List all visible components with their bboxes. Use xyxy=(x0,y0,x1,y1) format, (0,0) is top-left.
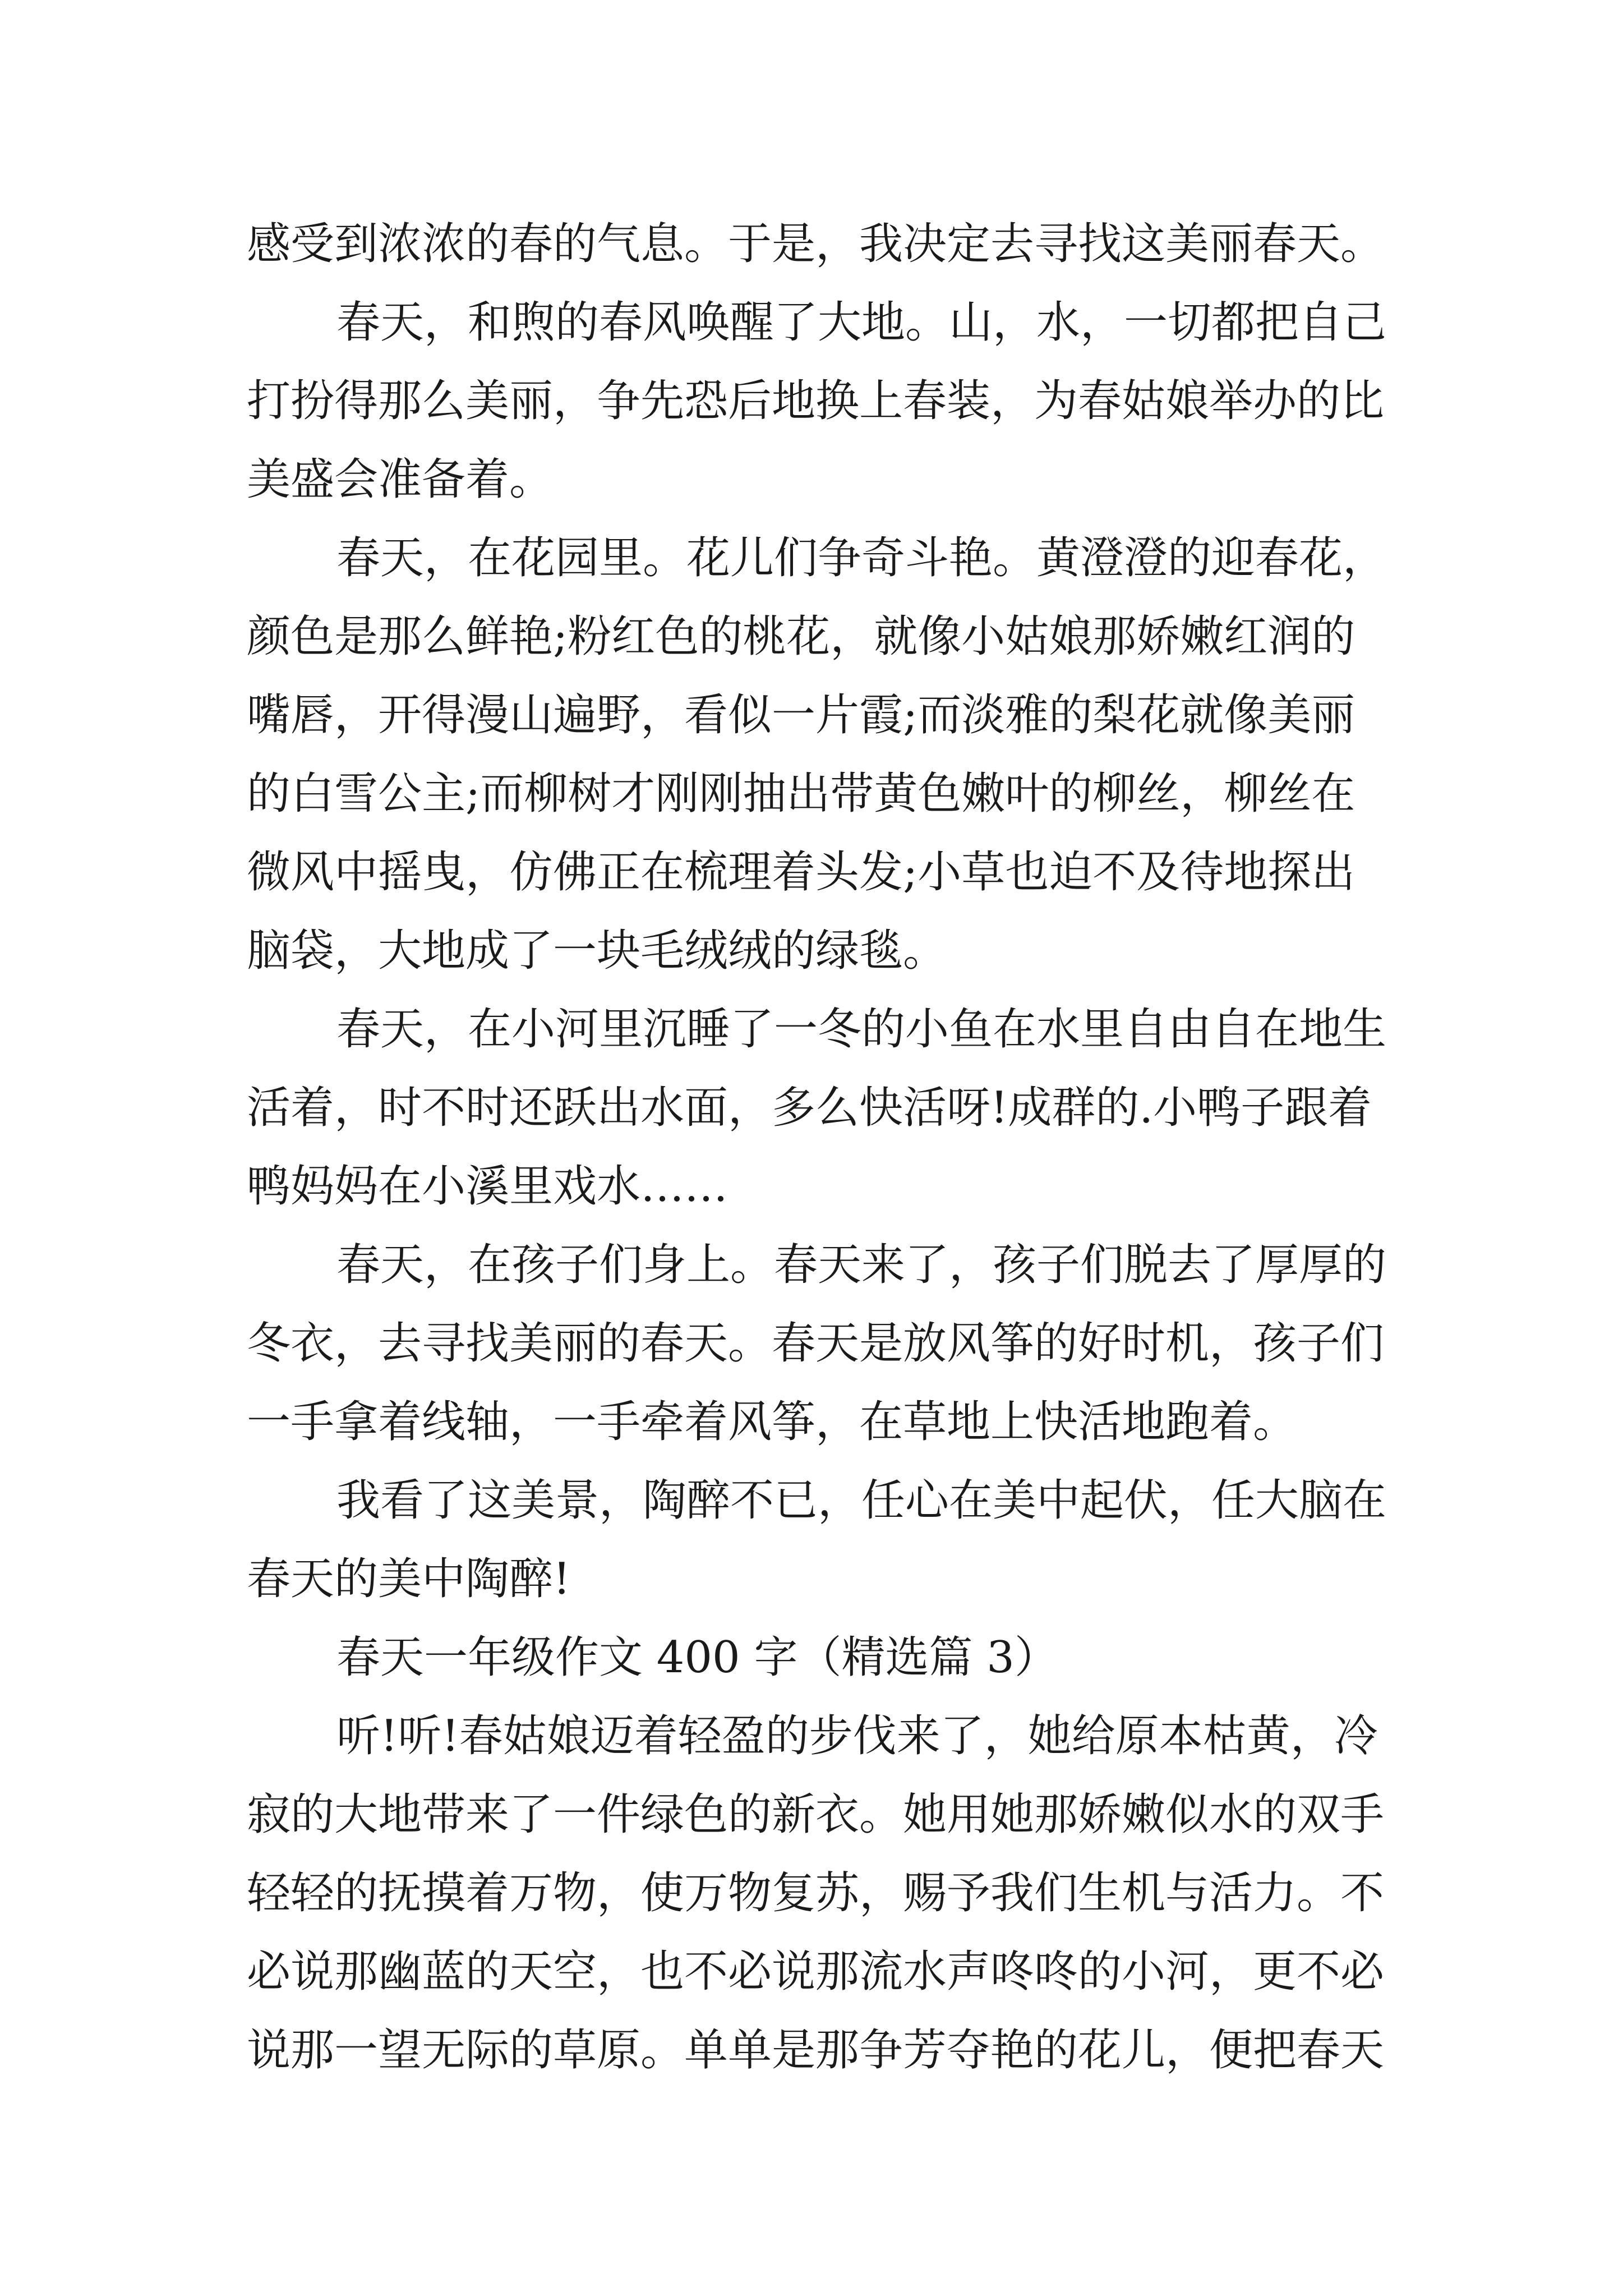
text-line: 春天，和煦的春风唤醒了大地。山，水，一切都把自己 xyxy=(336,297,1387,348)
text-line: 打扮得那么美丽，争先恐后地换上春装，为春姑娘举办的比 xyxy=(247,376,1385,426)
text-line: 嘴唇，开得漫山遍野，看似一片霞;而淡雅的梨花就像美丽 xyxy=(247,690,1355,740)
text-line: 颜色是那么鲜艳;粉红色的桃花，就像小姑娘那娇嫩红润的 xyxy=(247,611,1355,662)
text-line: 必说那幽蓝的天空，也不必说那流水声咚咚的小河，更不必 xyxy=(247,1947,1385,1997)
text-line: 听!听!春姑娘迈着轻盈的步伐来了，她给原本枯黄，冷 xyxy=(336,1711,1378,1761)
text-line: 说那一望无际的草原。单单是那争芳夺艳的花儿，便把春天 xyxy=(247,2025,1385,2076)
section-heading: 春天一年级作文 400 字（精选篇 3） xyxy=(336,1632,1058,1683)
text-line: 春天，在花园里。花儿们争奇斗艳。黄澄澄的迎春花， xyxy=(336,533,1387,583)
text-line: 鸭妈妈在小溪里戏水…… xyxy=(247,1161,728,1212)
text-line: 春天，在小河里沉睡了一冬的小鱼在水里自由自在地生 xyxy=(336,1004,1387,1055)
text-line: 一手拿着线轴，一手牵着风筝，在草地上快活地跑着。 xyxy=(247,1397,1297,1447)
text-line: 我看了这美景，陶醉不已，任心在美中起伏，任大脑在 xyxy=(336,1475,1387,1526)
text-line: 感受到浓浓的春的气息。于是，我决定去寻找这美丽春天。 xyxy=(247,219,1385,269)
text-line: 美盛会准备着。 xyxy=(247,454,554,505)
text-line: 的白雪公主;而柳树才刚刚抽出带黄色嫩叶的柳丝，柳丝在 xyxy=(247,769,1355,819)
text-line: 春天，在孩子们身上。春天来了，孩子们脱去了厚厚的 xyxy=(336,1240,1387,1290)
text-line: 活着，时不时还跃出水面，多么快活呀!成群的.小鸭子跟着 xyxy=(247,1083,1372,1133)
text-line: 寂的大地带来了一件绿色的新衣。她用她那娇嫩似水的双手 xyxy=(247,1789,1385,1840)
text-line: 微风中摇曳，仿佛正在梳理着头发;小草也迫不及待地探出 xyxy=(247,847,1355,898)
text-line: 春天的美中陶醉! xyxy=(247,1554,571,1604)
text-line: 轻轻的抚摸着万物，使万物复苏，赐予我们生机与活力。不 xyxy=(247,1868,1385,1918)
text-line: 脑袋，大地成了一块毛绒绒的绿毯。 xyxy=(247,926,947,976)
text-line: 冬衣，去寻找美丽的春天。春天是放风筝的好时机，孩子们 xyxy=(247,1318,1385,1369)
